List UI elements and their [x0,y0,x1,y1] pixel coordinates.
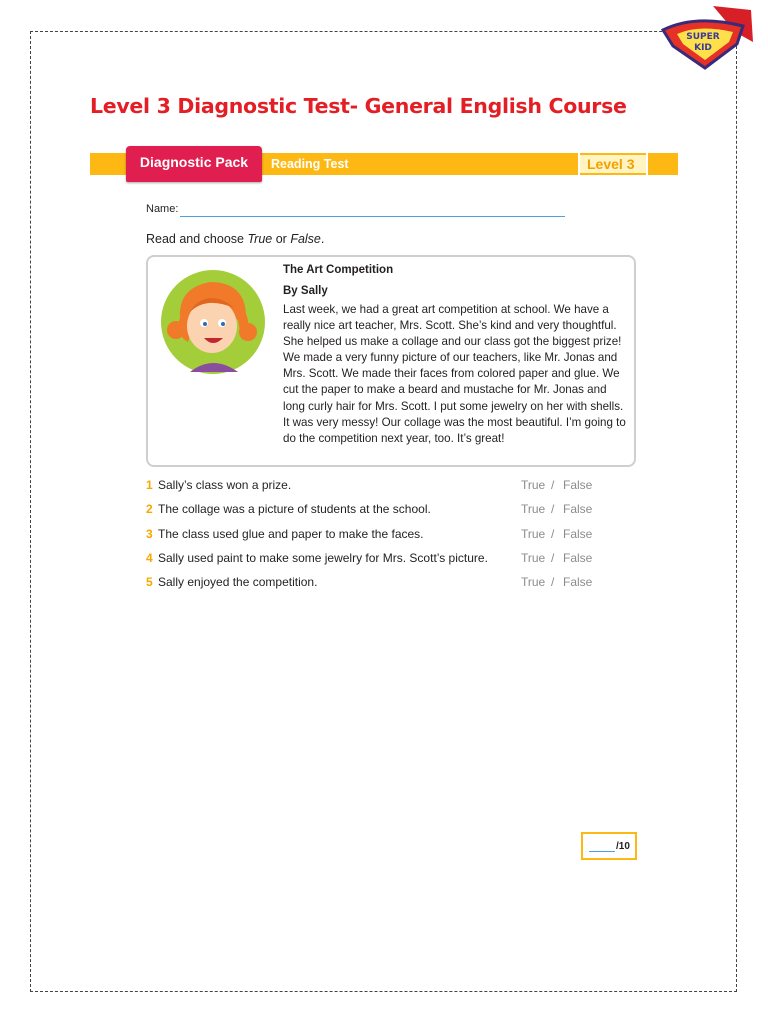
option-separator: / [551,575,555,590]
story-author: By Sally [283,285,328,297]
score-box [581,832,637,860]
true-option[interactable]: True [521,526,546,541]
question-number: 5 [146,575,153,590]
instructions [146,232,324,246]
question-item [146,500,606,524]
page-title: Level 3 Diagnostic Test- General English Course [90,94,627,118]
question-text: Sally used paint to make some jewelry for Mrs. Scott’s picture. [158,550,488,565]
logo-text-bottom: KID [694,43,712,53]
false-option[interactable]: False [563,526,593,541]
girl-illustration [160,268,266,376]
question-text: Sally’s class won a prize. [158,478,292,492]
story-title: The Art Competition [283,264,394,276]
instructions-or: or [272,232,291,246]
question-text: The class used glue and paper to make the faces. [158,526,424,541]
instructions-prefix: Read and choose [146,232,248,246]
instructions-suffix: . [320,232,325,246]
option-separator: / [551,478,555,492]
question-item [146,525,606,549]
true-option[interactable]: True [521,575,546,590]
option-separator: / [551,526,555,541]
option-separator: / [551,550,555,565]
question-number: 2 [146,502,153,517]
question-item [146,476,606,500]
score-input-line[interactable] [589,851,615,852]
name-label: Name: [146,203,179,215]
diagnostic-pack-tab [126,146,262,182]
story-body: Last week, we had a great art competition at school. We have a really nice art teacher, Mrs. Scott. She’s kind and very thoughtful. She helped us make a collage and our class got the biggest prize! We made a very funny picture of our teachers, like Mr. Jonas and Mrs. Scott. We made their faces from colored paper and glue. We cut the paper to make a beard and mustache for Mr. Jonas and long curly hair for Mrs. Scott. I put some jewelry on her with shells. It was very messy! Our collage was the most beautiful. I’m going to do the competition next year, too. It’s great! [283,303,626,445]
question-list [146,476,606,597]
question-number: 4 [146,550,153,565]
false-option[interactable]: False [563,478,593,492]
logo-text-top: SUPER [686,32,720,42]
question-number: 1 [146,478,153,492]
false-option[interactable]: False [563,575,593,590]
level-label: Level 3 [580,155,646,173]
question-item [146,573,606,597]
true-option[interactable]: True [521,478,546,492]
section-label: Reading Test [271,157,349,171]
question-text: The collage was a picture of students at the school. [158,502,431,517]
option-separator: / [551,502,555,517]
question-text: Sally enjoyed the competition. [158,575,318,590]
false-option[interactable]: False [563,550,593,565]
band-divider [646,153,648,175]
false-option[interactable]: False [563,502,593,517]
question-number: 3 [146,526,153,541]
score-total: /10 [616,841,630,852]
question-item [146,549,606,573]
name-input-line[interactable] [180,216,565,217]
true-option[interactable]: True [521,550,546,565]
super-kid-logo [655,2,755,74]
instructions-true: True [247,232,273,246]
true-option[interactable]: True [521,502,546,517]
instructions-false: False [290,232,321,246]
pack-label: Diagnostic Pack [139,154,249,170]
